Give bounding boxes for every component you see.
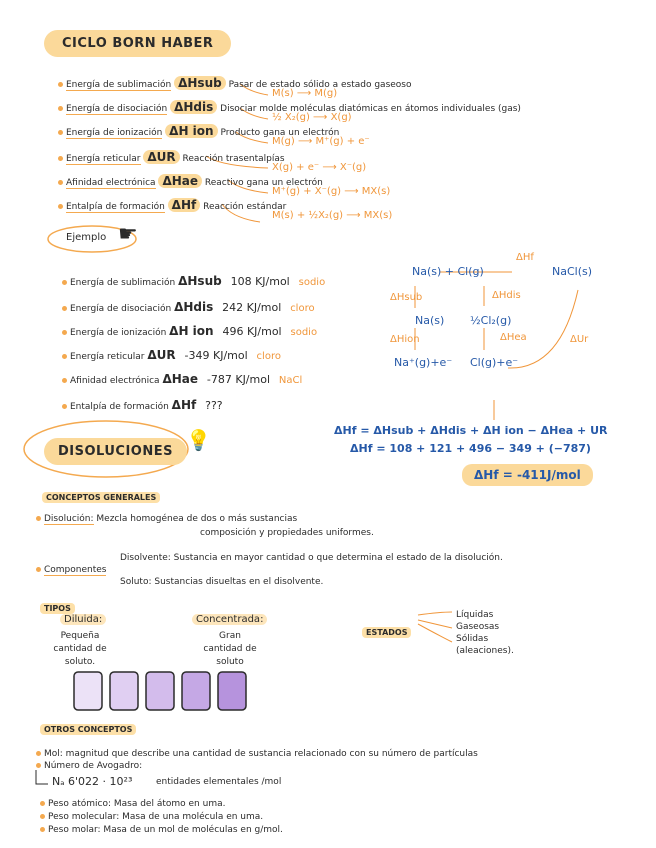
example-symbol: ΔHae	[162, 372, 199, 386]
peso-molar: Peso molar: Masa de un mol de moléculas en g/mol.	[40, 825, 283, 835]
def-equation: M(s) ⟶ M(g)	[272, 88, 338, 99]
example-value: -787 KJ/mol	[206, 373, 271, 386]
example-symbol: ΔH ion	[169, 324, 214, 338]
born-def-row	[58, 198, 286, 212]
estados-tag: ESTADOS	[362, 627, 411, 638]
bullet-icon	[62, 306, 67, 311]
disolucion-line-2: composición y propiedades uniformes.	[200, 528, 374, 538]
bullet-icon	[58, 130, 63, 135]
example-symbol: ΔHdis	[174, 300, 214, 314]
example-name: Energía de disociación	[70, 304, 172, 314]
def-symbol: ΔHdis	[170, 100, 217, 114]
def-symbol: ΔHae	[158, 174, 202, 188]
example-row	[62, 372, 302, 386]
def-symbol: ΔH ion	[165, 124, 217, 138]
cycle-reactants: Na(s) + Cl(g)	[412, 265, 484, 278]
disolucion-line: Disolución: Mezcla homogénea de dos o más sustancias	[36, 514, 297, 524]
def-equation: ½ X₂(g) ⟶ X(g)	[272, 112, 352, 123]
def-equation: M⁺(g) + X⁻(g) ⟶ MX(s)	[272, 186, 391, 197]
bullet-icon	[58, 82, 63, 87]
born-def-row	[58, 150, 285, 164]
pointing-hand-icon: ☛	[118, 222, 138, 247]
def-desc: Pasar de estado sólido a estado gaseoso	[228, 80, 412, 90]
def-name: Energía reticular	[66, 154, 141, 164]
def-equation: X(g) + e⁻ ⟶ X⁻(g)	[272, 162, 367, 173]
born-def-row	[58, 76, 412, 90]
def-desc: Producto gana un electrón	[220, 128, 340, 138]
example-symbol: ΔUR	[147, 348, 176, 362]
def-name: Entalpía de formación	[66, 202, 165, 212]
cycle-formula-2: ΔHf = 108 + 121 + 496 − 349 + (−787)	[350, 442, 591, 455]
example-element: sodio	[298, 277, 326, 288]
def-name: Energía de sublimación	[66, 80, 172, 90]
page-title: CICLO BORN HABER	[44, 30, 231, 57]
mol-line: Mol: magnitud que describe una cantidad de sustancia relacionado con su número de partículas	[36, 749, 478, 759]
def-name: Energía de disociación	[66, 104, 168, 114]
soluto-text: Soluto: Sustancias disueltas en el disolvente.	[120, 577, 324, 587]
cycle-result: ΔHf = -411J/mol	[462, 464, 593, 486]
example-row	[62, 274, 325, 288]
avogadro-units: entidades elementales /mol	[156, 777, 282, 787]
example-value: 496 KJ/mol	[222, 325, 282, 338]
bullet-icon	[58, 204, 63, 209]
cycle-ur-label: ΔUr	[570, 334, 589, 345]
concentrada-desc: Gran cantidad de soluto	[203, 631, 257, 667]
cycle-dis-label: ΔHdis	[492, 290, 521, 301]
example-value: 108 KJ/mol	[230, 275, 290, 288]
def-desc: Reacción trasentalpías	[182, 154, 285, 164]
def-symbol: ΔHsub	[174, 76, 226, 90]
conceptos-tag: CONCEPTOS GENERALES	[42, 492, 160, 503]
concentrada-title: Concentrada:	[192, 614, 267, 625]
def-symbol: ΔHf	[168, 198, 201, 212]
bullet-icon	[62, 280, 67, 285]
cycle-cl2: ½Cl₂(g)	[470, 314, 512, 327]
cycle-ea-label: ΔHea	[500, 332, 527, 343]
example-symbol: ΔHsub	[178, 274, 222, 288]
cycle-product: NaCl(s)	[552, 265, 593, 278]
example-name: Energía reticular	[70, 352, 145, 362]
def-equation: M(g) ⟶ M⁺(g) + e⁻	[272, 136, 370, 147]
bullet-icon	[40, 814, 45, 819]
example-name: Entalpía de formación	[70, 402, 169, 412]
bullet-icon	[58, 180, 63, 185]
estados-list: Líquidas Gaseosas Sólidas (aleaciones).	[456, 610, 514, 656]
cycle-cl-g: Cl(g)+e⁻	[470, 356, 519, 369]
example-row	[62, 324, 317, 338]
diluida-title: Diluida:	[60, 614, 106, 625]
def-name: Afinidad electrónica	[66, 178, 156, 188]
def-desc: Reacción estándar	[203, 202, 287, 212]
cycle-formula-1: ΔHf = ΔHsub + ΔHdis + ΔH ion − ΔHea + UR	[334, 424, 608, 437]
example-value: -349 KJ/mol	[184, 349, 248, 362]
example-element: cloro	[256, 351, 281, 362]
example-element: NaCl	[278, 375, 303, 386]
def-symbol: ΔUR	[143, 150, 179, 164]
example-row	[62, 398, 229, 412]
disoluciones-title: DISOLUCIONES	[44, 438, 187, 465]
otros-tag: OTROS CONCEPTOS	[40, 724, 136, 735]
bullet-icon	[40, 801, 45, 806]
example-row	[62, 300, 315, 314]
def-name: Energía de ionización	[66, 128, 163, 138]
bullet-icon	[58, 106, 63, 111]
example-symbol: ΔHf	[171, 398, 197, 412]
def-desc: Disociar molde moléculas diatómicas en átomos individuales (gas)	[220, 104, 521, 114]
bullet-icon	[58, 156, 63, 161]
example-value: 242 KJ/mol	[222, 301, 282, 314]
diluida-desc: Pequeña cantidad de soluto.	[53, 631, 107, 667]
example-row	[62, 348, 281, 362]
example-name: Energía de ionización	[70, 328, 167, 338]
bullet-icon	[36, 567, 41, 572]
tipos-tag: TIPOS	[40, 603, 75, 614]
componentes-line: Componentes	[36, 565, 106, 575]
cycle-na-plus: Na⁺(g)+e⁻	[394, 356, 453, 369]
avogadro-line: Número de Avogadro:	[36, 761, 142, 771]
peso-molecular: Peso molecular: Masa de una molécula en uma.	[40, 812, 263, 822]
cycle-na-s: Na(s)	[415, 314, 445, 327]
example-name: Afinidad electrónica	[70, 376, 160, 386]
def-desc: Reactivo gana un electrón	[204, 178, 323, 188]
cycle-ion-label: ΔHion	[390, 334, 420, 345]
cycle-hf-label: ΔHf	[516, 252, 534, 263]
example-value: ???	[205, 399, 223, 412]
beakers	[72, 668, 252, 716]
bullet-icon	[36, 516, 41, 521]
ejemplo-label: Ejemplo	[66, 232, 107, 243]
bullet-icon	[62, 404, 67, 409]
peso-atomico: Peso atómico: Masa del átomo en uma.	[40, 799, 225, 809]
example-element: cloro	[290, 303, 315, 314]
bullet-icon	[62, 354, 67, 359]
disolvente-text: Disolvente: Sustancia en mayor cantidad o que determina el estado de la disolución.	[120, 553, 503, 563]
avogadro-value: Nₐ 6'022 · 10²³	[52, 775, 133, 788]
bullet-icon	[36, 763, 41, 768]
example-name: Energía de sublimación	[70, 278, 176, 288]
bullet-icon	[62, 378, 67, 383]
bullet-icon	[62, 330, 67, 335]
lightbulb-icon: 💡	[186, 428, 211, 452]
bullet-icon	[36, 751, 41, 756]
cycle-sub-label: ΔHsub	[390, 292, 423, 303]
bullet-icon	[40, 827, 45, 832]
def-equation: M(s) + ½X₂(g) ⟶ MX(s)	[272, 210, 393, 221]
example-element: sodio	[290, 327, 318, 338]
